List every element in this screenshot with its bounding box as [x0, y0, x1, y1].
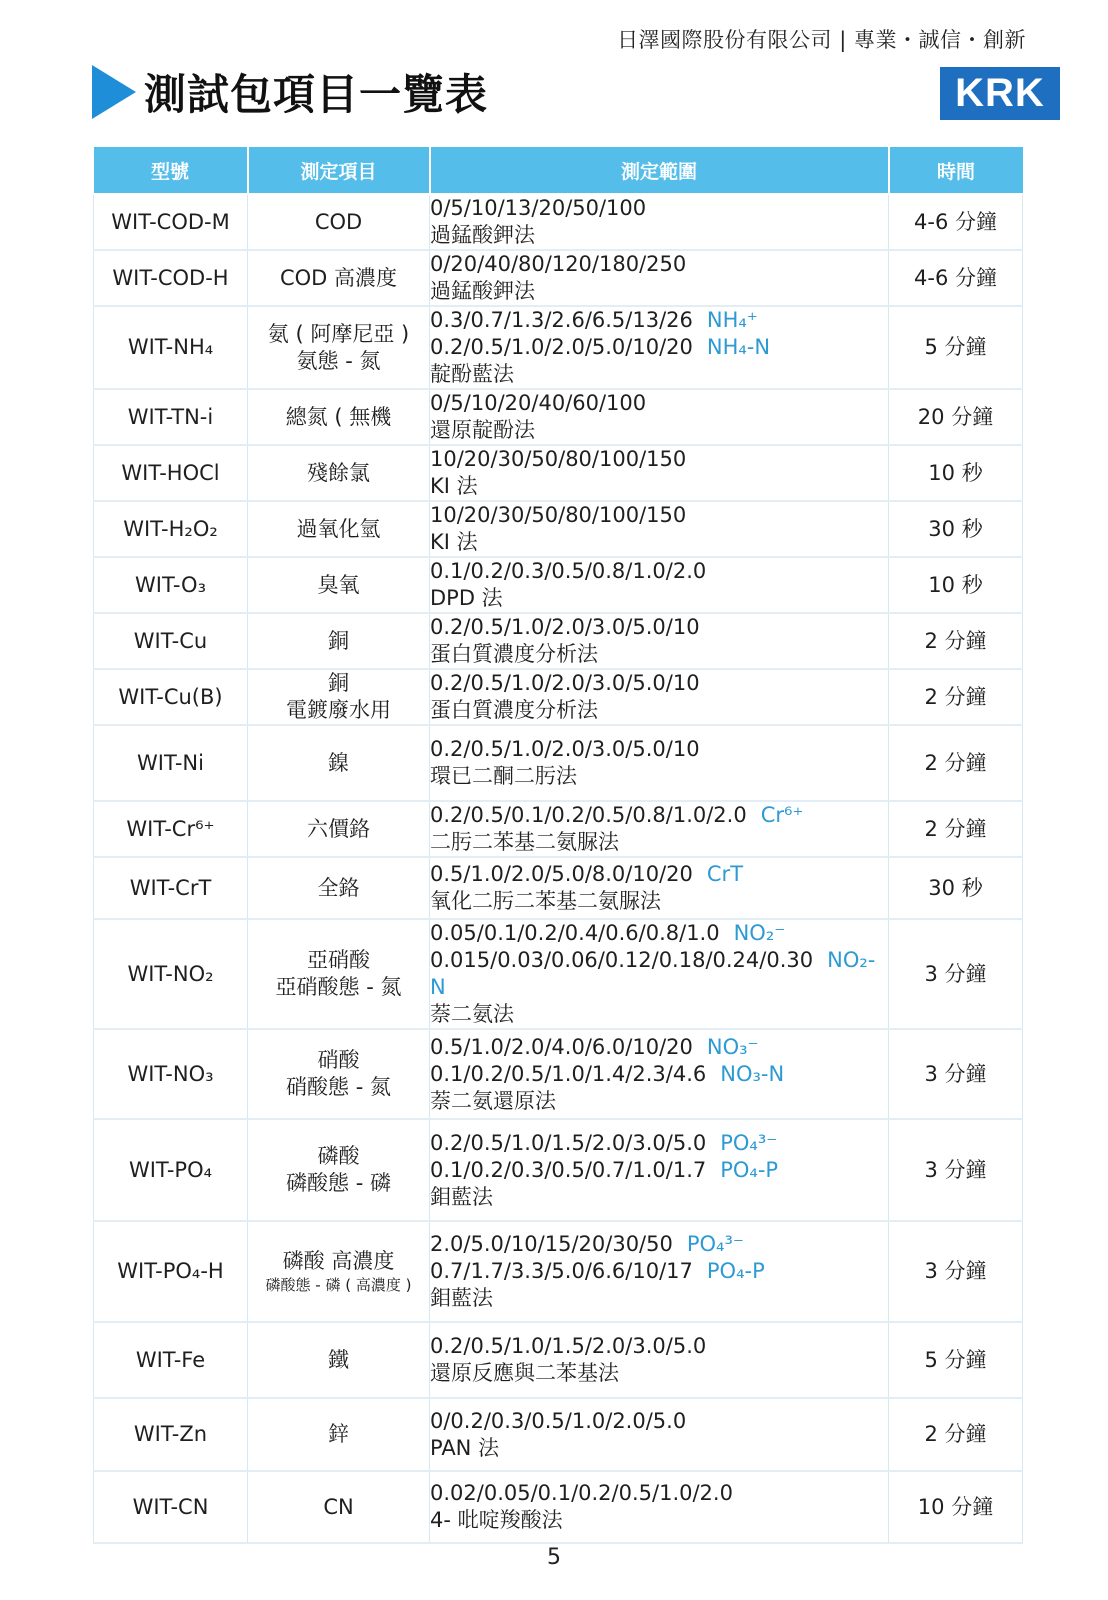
range-cell — [430, 919, 889, 1029]
model-value: WIT-H₂O₂ — [123, 516, 218, 541]
item-cell — [248, 389, 430, 445]
method-name: 鉬藍法 — [430, 1286, 493, 1310]
company-tagline: 日澤國際股份有限公司 | 專業・誠信・創新 — [617, 28, 1026, 52]
model-value: WIT-Ni — [137, 750, 204, 775]
range-cell — [430, 1471, 889, 1543]
time-value: 3 分鐘 — [924, 1061, 987, 1086]
time-cell — [889, 669, 1023, 725]
model-cell — [94, 1029, 248, 1119]
item-name: 殘餘氯 — [307, 460, 370, 485]
time-value: 3 分鐘 — [924, 1157, 987, 1182]
header-range: 測定範圍 — [430, 147, 889, 194]
page-number: 5 — [547, 1545, 561, 1570]
table-row — [94, 194, 1023, 250]
range-values: 0.1/0.2/0.3/0.5/0.8/1.0/2.0 — [430, 559, 707, 583]
item-cell — [248, 1119, 430, 1221]
table-row — [94, 919, 1023, 1029]
model-value: WIT-NH₄ — [127, 335, 214, 359]
time-cell — [889, 801, 1023, 857]
item-cell — [248, 1322, 430, 1398]
time-value: 4-6 分鐘 — [914, 265, 997, 290]
item-cell — [248, 857, 430, 919]
model-value: WIT-PO₄-H — [117, 1259, 224, 1283]
method-name: KI 法 — [430, 530, 478, 554]
item-subname: 亞硝酸態 - 氮 — [275, 975, 402, 999]
method-name: PAN 法 — [430, 1435, 500, 1460]
model-cell — [94, 801, 248, 857]
item-subname: 磷酸態 - 磷 ( 高濃度 ) — [265, 1276, 412, 1294]
range-cell — [430, 1398, 889, 1471]
time-value: 10 分鐘 — [917, 1494, 994, 1519]
header-time: 時間 — [889, 147, 1023, 194]
method-name: 氧化二肟二苯基二氨脲法 — [430, 889, 661, 913]
item-cell — [248, 445, 430, 501]
time-cell — [889, 445, 1023, 501]
table-row — [94, 857, 1023, 919]
method-name: 過錳酸鉀法 — [430, 223, 535, 247]
model-cell — [94, 501, 248, 557]
item-cell — [248, 919, 430, 1029]
item-name: 磷酸 — [317, 1144, 360, 1168]
range-values: 0.2/0.5/1.0/2.0/3.0/5.0/10 — [430, 737, 700, 761]
range-values: 0.2/0.5/0.1/0.2/0.5/0.8/1.0/2.0 — [430, 803, 747, 827]
time-value: 2 分鐘 — [924, 684, 987, 709]
method-name: 萘二氨還原法 — [430, 1088, 556, 1113]
range-values-secondary: 0.1/0.2/0.5/1.0/1.4/2.3/4.6 — [430, 1061, 707, 1086]
item-cell — [248, 725, 430, 801]
range-values-secondary: 0.015/0.03/0.06/0.12/0.18/0.24/0.30 — [430, 948, 814, 972]
item-name: 全鉻 — [317, 875, 360, 900]
model-cell — [94, 857, 248, 919]
range-values-secondary: 0.1/0.2/0.3/0.5/0.7/1.0/1.7 — [430, 1157, 707, 1182]
item-cell — [248, 501, 430, 557]
method-name: 萘二氨法 — [430, 1002, 514, 1026]
time-value: 30 秒 — [928, 516, 983, 541]
table-row — [94, 445, 1023, 501]
range-values-secondary: 0.2/0.5/1.0/2.0/5.0/10/20 — [430, 335, 693, 359]
item-name: 鋅 — [328, 1422, 349, 1446]
table-row — [94, 801, 1023, 857]
table-row — [94, 501, 1023, 557]
table-row — [94, 389, 1023, 445]
time-cell — [889, 306, 1023, 389]
time-value: 4-6 分鐘 — [914, 209, 997, 234]
model-cell — [94, 557, 248, 613]
item-name: CN — [323, 1494, 354, 1519]
header-model: 型號 — [94, 147, 248, 194]
method-name: DPD 法 — [430, 586, 503, 610]
time-cell — [889, 194, 1023, 250]
range-values: 0.5/1.0/2.0/4.0/6.0/10/20 — [430, 1034, 693, 1059]
page-title-block — [92, 62, 488, 122]
item-cell — [248, 1471, 430, 1543]
time-value: 2 分鐘 — [924, 750, 987, 775]
table-row — [94, 1471, 1023, 1543]
item-name: 過氧化氫 — [296, 516, 381, 541]
time-value: 10 秒 — [928, 572, 983, 597]
range-cell — [430, 1119, 889, 1221]
time-value: 30 秒 — [928, 875, 983, 900]
item-name: 硝酸 — [317, 1048, 360, 1072]
range-cell — [430, 445, 889, 501]
item-name: 六價鉻 — [307, 816, 370, 841]
item-name: 亞硝酸 — [307, 948, 370, 972]
method-name: 還原反應與二苯基法 — [430, 1361, 619, 1385]
model-value: WIT-CrT — [129, 875, 212, 900]
method-name: 鉬藍法 — [430, 1184, 493, 1209]
range-values: 10/20/30/50/80/100/150 — [430, 447, 687, 471]
item-cell — [248, 801, 430, 857]
time-cell — [889, 250, 1023, 306]
range-unit-secondary: NO₃-N — [720, 1061, 785, 1086]
model-value: WIT-NO₃ — [127, 1061, 214, 1086]
method-name: 蛋白質濃度分析法 — [430, 642, 598, 666]
method-name: 環已二酮二肟法 — [430, 764, 577, 788]
time-value: 3 分鐘 — [924, 1259, 987, 1283]
table-header-row — [94, 147, 1023, 194]
range-values: 0.2/0.5/1.0/1.5/2.0/3.0/5.0 — [430, 1334, 707, 1358]
range-cell — [430, 1322, 889, 1398]
table-row — [94, 306, 1023, 389]
time-cell — [889, 1119, 1023, 1221]
model-value: WIT-CN — [132, 1494, 209, 1519]
model-value: WIT-Fe — [135, 1347, 206, 1372]
item-subname: 電鍍廢水用 — [286, 698, 391, 722]
item-subname: 磷酸態 - 磷 — [286, 1171, 391, 1195]
item-cell — [248, 669, 430, 725]
time-value: 2 分鐘 — [924, 1422, 987, 1446]
range-values: 0/0.2/0.3/0.5/1.0/2.0/5.0 — [430, 1408, 687, 1433]
time-value: 20 分鐘 — [917, 404, 994, 429]
item-name: 鐵 — [328, 1347, 349, 1372]
range-unit: NO₂⁻ — [733, 921, 786, 945]
item-name: 銅 — [328, 671, 349, 695]
range-cell — [430, 669, 889, 725]
range-cell — [430, 306, 889, 389]
model-value: WIT-Cu(B) — [118, 684, 223, 709]
range-cell — [430, 194, 889, 250]
item-cell — [248, 613, 430, 669]
range-values: 10/20/30/50/80/100/150 — [430, 503, 687, 527]
table-row — [94, 1029, 1023, 1119]
time-value: 10 秒 — [928, 460, 983, 485]
time-cell — [889, 1221, 1023, 1322]
table-row — [94, 1119, 1023, 1221]
item-name: COD 高濃度 — [279, 265, 398, 290]
model-value: WIT-Cr⁶⁺ — [126, 816, 215, 841]
range-unit-secondary: PO₄-P — [706, 1259, 765, 1283]
model-cell — [94, 725, 248, 801]
time-cell — [889, 501, 1023, 557]
range-values: 0/5/10/13/20/50/100 — [430, 196, 647, 220]
time-value: 2 分鐘 — [924, 816, 987, 841]
time-cell — [889, 389, 1023, 445]
method-name: 過錳酸鉀法 — [430, 279, 535, 303]
range-unit: Cr⁶⁺ — [760, 803, 804, 827]
range-values: 0.2/0.5/1.0/2.0/3.0/5.0/10 — [430, 615, 700, 639]
range-unit-secondary: NH₄-N — [706, 335, 771, 359]
item-name: 鎳 — [328, 750, 349, 775]
model-value: WIT-Cu — [133, 628, 208, 653]
method-name: 靛酚藍法 — [430, 362, 514, 386]
table-row — [94, 1221, 1023, 1322]
krk-logo: KRK — [940, 67, 1060, 120]
model-cell — [94, 306, 248, 389]
range-cell — [430, 725, 889, 801]
item-cell — [248, 1029, 430, 1119]
range-values: 2.0/5.0/10/15/20/30/50 — [430, 1232, 673, 1256]
time-cell — [889, 919, 1023, 1029]
item-cell — [248, 306, 430, 389]
model-cell — [94, 1398, 248, 1471]
table-row — [94, 557, 1023, 613]
model-value: WIT-O₃ — [135, 572, 206, 597]
range-values-secondary: 0.7/1.7/3.3/5.0/6.6/10/17 — [430, 1259, 693, 1283]
range-cell — [430, 389, 889, 445]
model-value: WIT-COD-M — [111, 209, 230, 234]
method-name: 還原靛酚法 — [430, 418, 535, 442]
time-value: 5 分鐘 — [924, 1347, 987, 1372]
model-cell — [94, 613, 248, 669]
model-cell — [94, 194, 248, 250]
method-name: 4- 吡啶羧酸法 — [430, 1508, 563, 1532]
range-unit: CrT — [706, 862, 744, 886]
model-value: WIT-NO₂ — [127, 961, 214, 986]
range-cell — [430, 1029, 889, 1119]
range-cell — [430, 857, 889, 919]
time-cell — [889, 557, 1023, 613]
model-value: WIT-HOCl — [121, 460, 220, 485]
range-values: 0.2/0.5/1.0/2.0/3.0/5.0/10 — [430, 671, 700, 695]
item-cell — [248, 557, 430, 613]
method-name: 二肟二苯基二氨脲法 — [430, 830, 619, 854]
method-name: 蛋白質濃度分析法 — [430, 698, 598, 722]
header-item: 測定項目 — [248, 147, 430, 194]
item-cell — [248, 194, 430, 250]
time-value: 2 分鐘 — [924, 628, 987, 653]
model-value: WIT-Zn — [133, 1422, 208, 1446]
model-cell — [94, 669, 248, 725]
model-value: WIT-PO₄ — [128, 1157, 213, 1182]
item-name: 總氮 ( 無機 — [285, 404, 392, 429]
item-cell — [248, 1398, 430, 1471]
range-cell — [430, 250, 889, 306]
item-cell — [248, 250, 430, 306]
range-unit-secondary: NO₂-N — [430, 948, 876, 999]
model-cell — [94, 250, 248, 306]
time-cell — [889, 613, 1023, 669]
item-name: 銅 — [328, 628, 349, 653]
table-row — [94, 250, 1023, 306]
range-cell — [430, 801, 889, 857]
range-cell — [430, 557, 889, 613]
model-cell — [94, 1221, 248, 1322]
model-cell — [94, 1471, 248, 1543]
method-name: KI 法 — [430, 474, 478, 498]
range-values: 0.3/0.7/1.3/2.6/6.5/13/26 — [430, 308, 693, 332]
item-name: 磷酸 高濃度 — [282, 1249, 395, 1273]
model-value: WIT-COD-H — [112, 265, 229, 290]
item-subname: 氨態 - 氮 — [296, 348, 381, 373]
table-row — [94, 1398, 1023, 1471]
range-cell — [430, 1221, 889, 1322]
model-cell — [94, 1119, 248, 1221]
range-values: 0.05/0.1/0.2/0.4/0.6/0.8/1.0 — [430, 921, 720, 945]
time-cell — [889, 1029, 1023, 1119]
time-cell — [889, 1322, 1023, 1398]
time-value: 5 分鐘 — [924, 335, 987, 359]
table-row — [94, 669, 1023, 725]
table-row — [94, 725, 1023, 801]
item-cell — [248, 1221, 430, 1322]
model-cell — [94, 389, 248, 445]
table-row — [94, 613, 1023, 669]
range-values: 0/5/10/20/40/60/100 — [430, 391, 647, 415]
item-name: 氨 ( 阿摩尼亞 ) — [267, 321, 410, 346]
title-arrow-icon — [92, 65, 136, 119]
table-row — [94, 1322, 1023, 1398]
range-unit: NH₄⁺ — [706, 308, 758, 332]
range-unit-secondary: PO₄-P — [720, 1157, 779, 1182]
test-kit-table — [93, 147, 1023, 1544]
page-title: 測試包項目一覽表 — [144, 70, 489, 119]
range-unit: PO₄³⁻ — [720, 1130, 778, 1155]
model-cell — [94, 1322, 248, 1398]
item-name: COD — [314, 209, 363, 234]
model-value: WIT-TN-i — [127, 404, 214, 429]
time-cell — [889, 857, 1023, 919]
model-cell — [94, 919, 248, 1029]
range-unit: PO₄³⁻ — [686, 1232, 744, 1256]
model-cell — [94, 445, 248, 501]
range-values: 0.2/0.5/1.0/1.5/2.0/3.0/5.0 — [430, 1130, 707, 1155]
range-values: 0.02/0.05/0.1/0.2/0.5/1.0/2.0 — [430, 1481, 733, 1505]
time-cell — [889, 1398, 1023, 1471]
range-cell — [430, 501, 889, 557]
time-cell — [889, 725, 1023, 801]
range-values: 0/20/40/80/120/180/250 — [430, 252, 687, 276]
item-name: 臭氧 — [317, 572, 360, 597]
item-subname: 硝酸態 - 氮 — [286, 1075, 391, 1099]
time-cell — [889, 1471, 1023, 1543]
range-cell — [430, 613, 889, 669]
time-value: 3 分鐘 — [924, 961, 987, 986]
range-unit: NO₃⁻ — [706, 1034, 759, 1059]
range-values: 0.5/1.0/2.0/5.0/8.0/10/20 — [430, 862, 693, 886]
